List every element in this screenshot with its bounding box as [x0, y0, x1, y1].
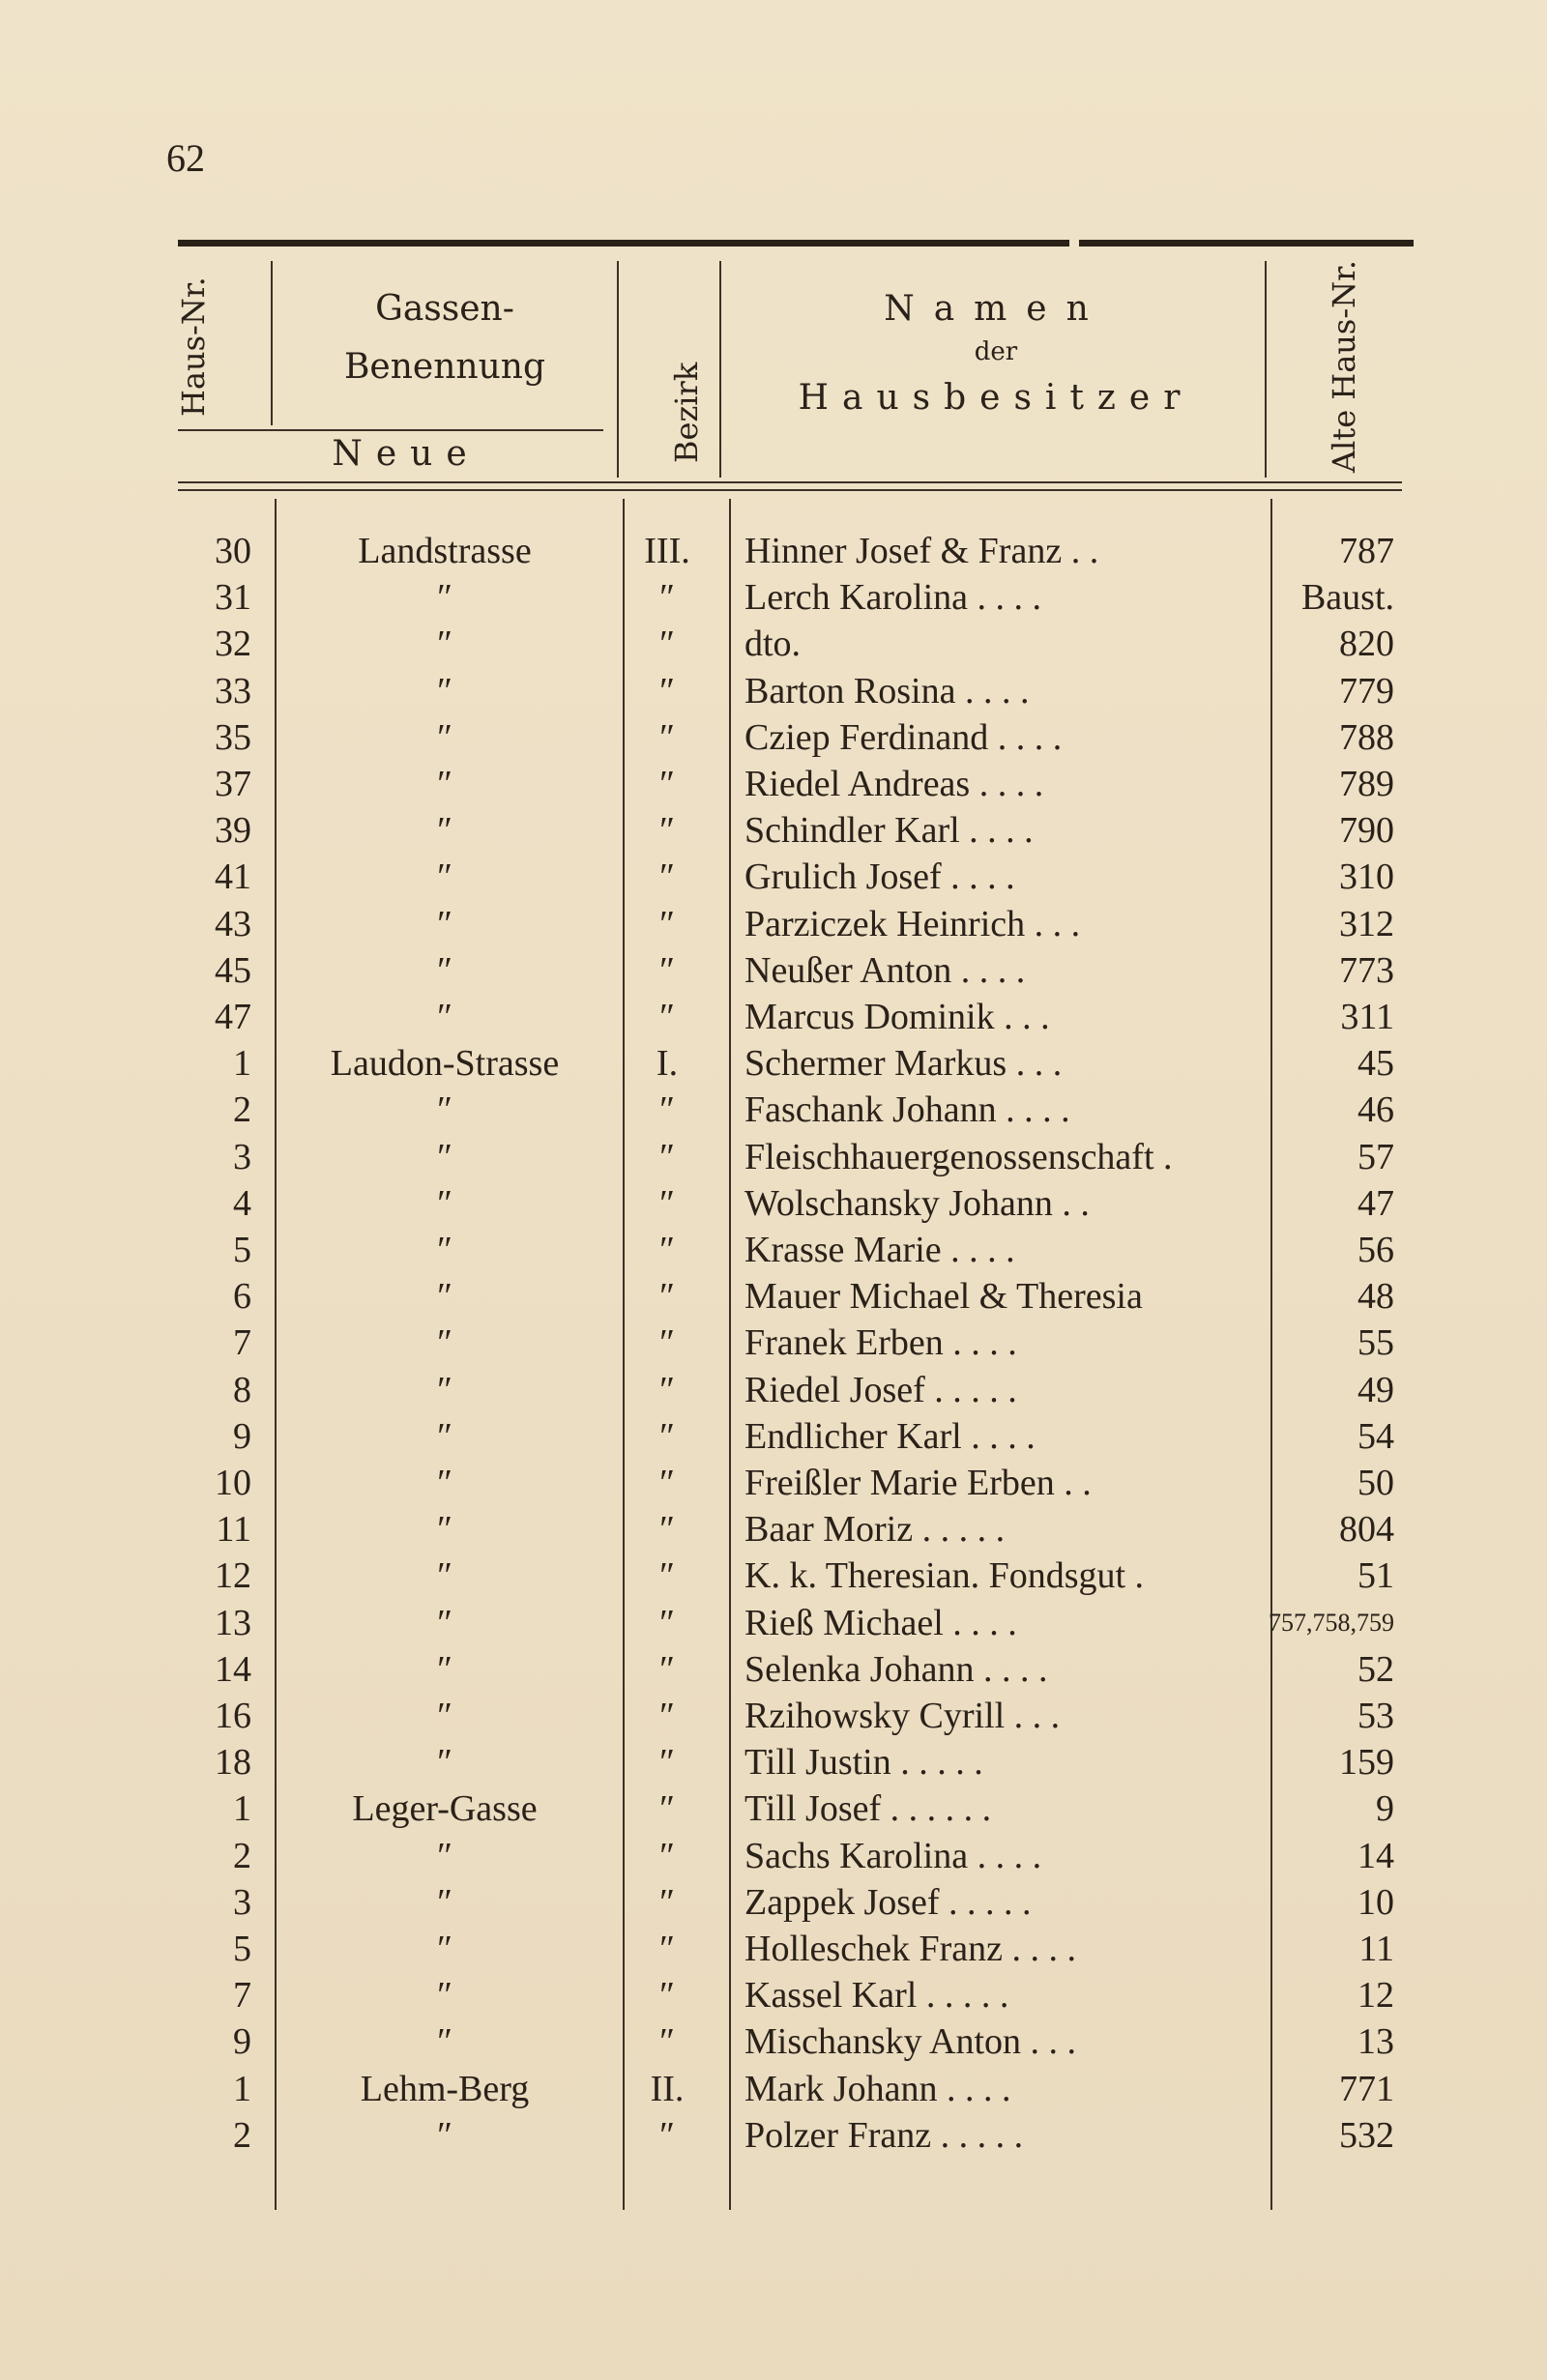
header-bezirk: Bezirk	[668, 362, 705, 463]
house-number-cell: 10	[215, 1463, 251, 1503]
house-number-cell: 9	[233, 1415, 251, 1457]
table-row	[0, 2066, 1547, 2112]
header-namen-line3: Hausbesitzer	[798, 378, 1194, 419]
header-underline-1	[178, 481, 1402, 483]
street-cell: ″	[437, 1555, 452, 1597]
street-cell: ″	[437, 997, 452, 1037]
col-rule-4	[1265, 261, 1267, 478]
bezirk-cell: ″	[659, 1742, 675, 1784]
house-number-cell: 13	[215, 1602, 251, 1643]
bezirk-cell: III.	[644, 531, 690, 571]
house-number-cell: 2	[233, 2114, 251, 2156]
old-house-number-cell: 757,758,759	[1269, 1608, 1394, 1637]
owner-name-cell: Hinner Josef & Franz . .	[744, 531, 1099, 571]
house-number-cell: 2	[233, 1089, 251, 1131]
owner-name-cell: Polzer Franz . . . . .	[744, 2114, 1024, 2156]
table-row	[0, 621, 1547, 667]
header-alte-haus-nr: Alte Haus-Nr.	[1326, 259, 1362, 473]
street-cell: ″	[437, 1881, 452, 1923]
bezirk-cell: ″	[659, 1276, 675, 1318]
header-gassen-line1: Gassen-	[375, 289, 514, 329]
house-number-cell: 43	[215, 903, 251, 944]
bezirk-cell: ″	[659, 1182, 675, 1224]
street-cell: ″	[437, 1230, 452, 1270]
owner-name-cell: Sachs Karolina . . . .	[744, 1835, 1042, 1876]
table-row	[0, 1180, 1547, 1227]
table-row	[0, 1926, 1547, 1972]
table-row	[0, 994, 1547, 1040]
house-number-cell: 39	[215, 810, 251, 852]
table-row	[0, 901, 1547, 947]
old-house-number-cell: 789	[1339, 764, 1394, 804]
old-house-number-cell: 47	[1357, 1182, 1394, 1224]
bezirk-cell: ″	[659, 1602, 675, 1643]
table-row	[0, 1553, 1547, 1599]
old-house-number-cell: 11	[1358, 1929, 1394, 1969]
old-house-number-cell: 311	[1340, 997, 1394, 1037]
old-house-number-cell: 55	[1357, 1322, 1394, 1364]
header-gassen-line2: Benennung	[343, 346, 546, 387]
house-number-cell: 33	[215, 670, 251, 711]
owner-name-cell: Baar Moriz . . . . .	[744, 1509, 1006, 1551]
house-number-cell: 1	[233, 1043, 251, 1085]
old-house-number-cell: 12	[1357, 1975, 1394, 2017]
table-row	[0, 2018, 1547, 2065]
old-house-number-cell: 49	[1357, 1369, 1394, 1410]
street-cell: ″	[437, 624, 452, 665]
bezirk-cell: II.	[650, 2068, 685, 2109]
street-cell: ″	[437, 2021, 452, 2063]
table-row	[0, 1785, 1547, 1832]
bezirk-cell: ″	[659, 810, 675, 852]
old-house-number-cell: 787	[1339, 531, 1394, 571]
street-cell: ″	[437, 1602, 452, 1643]
bezirk-cell: ″	[659, 764, 675, 804]
header-namen-line2: der	[974, 336, 1018, 366]
header-namen-line1: Namen	[884, 289, 1108, 329]
bezirk-cell: ″	[659, 1089, 675, 1131]
table-row	[0, 854, 1547, 900]
owner-name-cell: Faschank Johann . . . .	[744, 1089, 1070, 1131]
old-house-number-cell: 50	[1357, 1463, 1394, 1503]
house-number-cell: 1	[233, 2068, 251, 2109]
bezirk-cell: ″	[659, 1369, 675, 1410]
table-row	[0, 1879, 1547, 1926]
old-house-number-cell: 48	[1357, 1276, 1394, 1318]
table-row	[0, 714, 1547, 761]
owner-name-cell: Marcus Dominik . . .	[744, 997, 1050, 1037]
street-cell: ″	[437, 810, 452, 852]
owner-name-cell: Parziczek Heinrich . . .	[744, 903, 1081, 944]
owner-name-cell: Zappek Josef . . . . .	[744, 1881, 1032, 1923]
header-rule-right	[1079, 240, 1414, 247]
old-house-number-cell: 52	[1357, 1648, 1394, 1690]
bezirk-cell: ″	[659, 1696, 675, 1736]
col-rule-3	[719, 261, 721, 478]
street-cell: ″	[437, 1463, 452, 1503]
street-cell: ″	[437, 1322, 452, 1364]
table-row	[0, 528, 1547, 574]
old-house-number-cell: 9	[1376, 1788, 1394, 1830]
old-house-number-cell: 310	[1339, 856, 1394, 898]
owner-name-cell: Endlicher Karl . . . .	[744, 1415, 1036, 1457]
street-cell: ″	[437, 1369, 452, 1410]
old-house-number-cell: 779	[1339, 670, 1394, 711]
house-number-cell: 7	[233, 1975, 251, 2017]
house-number-cell: 30	[215, 531, 251, 571]
owner-name-cell: Mark Johann . . . .	[744, 2068, 1011, 2109]
bezirk-cell: ″	[659, 2114, 675, 2156]
owner-name-cell: Kassel Karl . . . . .	[744, 1975, 1009, 2017]
owner-name-cell: Riedel Andreas . . . .	[744, 764, 1044, 804]
house-number-cell: 4	[233, 1182, 251, 1224]
street-cell: ″	[437, 1975, 452, 2017]
header-gassen	[290, 290, 599, 386]
bezirk-cell: ″	[659, 1555, 675, 1597]
owner-name-cell: Mischansky Anton . . .	[744, 2021, 1077, 2063]
house-number-cell: 45	[215, 949, 251, 991]
street-cell: ″	[437, 903, 452, 944]
table-row	[0, 1833, 1547, 1879]
street-cell: ″	[437, 1696, 452, 1736]
owner-name-cell: Holleschek Franz . . . .	[744, 1929, 1076, 1969]
house-number-cell: 1	[233, 1788, 251, 1830]
owner-name-cell: Freißler Marie Erben . .	[744, 1463, 1092, 1503]
house-number-cell: 8	[233, 1369, 251, 1410]
bezirk-cell: ″	[659, 1322, 675, 1364]
table-row	[0, 1227, 1547, 1273]
old-house-number-cell: 51	[1357, 1555, 1394, 1597]
street-cell: Laudon-Strasse	[330, 1043, 560, 1085]
street-cell: ″	[437, 716, 452, 758]
house-number-cell: 12	[215, 1555, 251, 1597]
owner-name-cell: Krasse Marie . . . .	[744, 1230, 1015, 1270]
old-house-number-cell: 46	[1357, 1089, 1394, 1131]
table-row	[0, 1273, 1547, 1320]
owner-name-cell: Till Justin . . . . .	[744, 1742, 983, 1784]
col-rule-2	[617, 261, 619, 478]
table-row	[0, 1646, 1547, 1693]
header-rule-left	[178, 240, 1069, 247]
street-cell: ″	[437, 577, 452, 619]
bezirk-cell: ″	[659, 1136, 675, 1177]
house-number-cell: 3	[233, 1881, 251, 1923]
house-number-cell: 9	[233, 2021, 251, 2063]
old-house-number-cell: 10	[1357, 1881, 1394, 1923]
street-cell: Leger-Gasse	[352, 1788, 538, 1830]
old-house-number-cell: 14	[1357, 1835, 1394, 1876]
old-house-number-cell: 771	[1339, 2068, 1394, 2109]
old-house-number-cell: 820	[1339, 624, 1394, 665]
bezirk-cell: ″	[659, 903, 675, 944]
header-underline-short	[178, 429, 603, 431]
owner-name-cell: Till Josef . . . . . .	[744, 1788, 992, 1830]
bezirk-cell: ″	[659, 1509, 675, 1551]
table-row	[0, 761, 1547, 807]
owner-name-cell: Selenka Johann . . . .	[744, 1648, 1048, 1690]
house-number-cell: 41	[215, 856, 251, 898]
house-number-cell: 2	[233, 1835, 251, 1876]
street-cell: ″	[437, 1648, 452, 1690]
table-row	[0, 807, 1547, 854]
table-row	[0, 947, 1547, 994]
house-number-cell: 5	[233, 1929, 251, 1969]
owner-name-cell: Schermer Markus . . .	[744, 1043, 1063, 1085]
old-house-number-cell: 790	[1339, 810, 1394, 852]
owner-name-cell: Mauer Michael & Theresia	[744, 1276, 1143, 1318]
house-number-cell: 6	[233, 1276, 251, 1318]
old-house-number-cell: 788	[1339, 716, 1394, 758]
header-namen	[735, 290, 1257, 418]
owner-name-cell: Grulich Josef . . . .	[744, 856, 1015, 898]
old-house-number-cell: 804	[1339, 1509, 1394, 1551]
table-row	[0, 1413, 1547, 1460]
owner-name-cell: dto.	[744, 624, 802, 665]
owner-name-cell: Rzihowsky Cyrill . . .	[744, 1696, 1061, 1736]
street-cell: ″	[437, 949, 452, 991]
table-row	[0, 1739, 1547, 1785]
owner-name-cell: Rieß Michael . . . .	[744, 1602, 1017, 1643]
old-house-number-cell: 13	[1357, 2021, 1394, 2063]
old-house-number-cell: 532	[1339, 2114, 1394, 2156]
owner-name-cell: Fleischhauergenossenschaft .	[744, 1136, 1173, 1177]
street-cell: ″	[437, 764, 452, 804]
house-number-cell: 16	[215, 1696, 251, 1736]
table-row	[0, 1087, 1547, 1133]
bezirk-cell: ″	[659, 1975, 675, 2017]
house-number-cell: 35	[215, 716, 251, 758]
street-cell: ″	[437, 1089, 452, 1131]
bezirk-cell: ″	[659, 1835, 675, 1876]
table-row	[0, 1367, 1547, 1413]
table-row	[0, 1600, 1547, 1646]
table-row	[0, 1320, 1547, 1366]
table-row	[0, 1460, 1547, 1506]
old-house-number-cell: 773	[1339, 949, 1394, 991]
bezirk-cell: ″	[659, 716, 675, 758]
table-row	[0, 1693, 1547, 1739]
bezirk-cell: ″	[659, 1230, 675, 1270]
bezirk-cell: ″	[659, 1415, 675, 1457]
house-number-cell: 7	[233, 1322, 251, 1364]
street-cell: ″	[437, 670, 452, 711]
old-house-number-cell: 53	[1357, 1696, 1394, 1736]
page-number: 62	[166, 136, 205, 180]
street-cell: ″	[437, 1835, 452, 1876]
table-row	[0, 574, 1547, 621]
col-rule-1	[271, 261, 273, 425]
old-house-number-cell: 312	[1339, 903, 1394, 944]
house-number-cell: 5	[233, 1230, 251, 1270]
house-number-cell: 32	[215, 624, 251, 665]
owner-name-cell: Riedel Josef . . . . .	[744, 1369, 1017, 1410]
owner-name-cell: Cziep Ferdinand . . . .	[744, 716, 1063, 758]
header-underline-2	[178, 489, 1402, 491]
table-row	[0, 1506, 1547, 1553]
old-house-number-cell: Baust.	[1300, 577, 1394, 619]
old-house-number-cell: 159	[1339, 1742, 1394, 1784]
table-row	[0, 1040, 1547, 1087]
street-cell: ″	[437, 856, 452, 898]
table-row	[0, 1972, 1547, 2018]
bezirk-cell: ″	[659, 949, 675, 991]
bezirk-cell: I.	[656, 1043, 679, 1085]
owner-name-cell: K. k. Theresian. Fondsgut .	[744, 1555, 1145, 1597]
street-cell: ″	[437, 1182, 452, 1224]
owner-name-cell: Franek Erben . . . .	[744, 1322, 1017, 1364]
street-cell: Landstrasse	[358, 531, 532, 571]
bezirk-cell: ″	[659, 1881, 675, 1923]
table-row	[0, 668, 1547, 714]
house-number-cell: 11	[216, 1509, 251, 1551]
owner-name-cell: Lerch Karolina . . . .	[744, 577, 1042, 619]
house-number-cell: 18	[215, 1742, 251, 1784]
owner-name-cell: Schindler Karl . . . .	[744, 810, 1034, 852]
bezirk-cell: ″	[659, 624, 675, 665]
street-cell: ″	[437, 1742, 452, 1784]
street-cell: ″	[437, 2114, 452, 2156]
street-cell: ″	[437, 1415, 452, 1457]
bezirk-cell: ″	[659, 670, 675, 711]
bezirk-cell: ″	[659, 577, 675, 619]
house-number-cell: 31	[215, 577, 251, 619]
bezirk-cell: ″	[659, 997, 675, 1037]
bezirk-cell: ″	[659, 1788, 675, 1830]
bezirk-cell: ″	[659, 1929, 675, 1969]
street-cell: ″	[437, 1276, 452, 1318]
table-row	[0, 1134, 1547, 1180]
house-number-cell: 47	[215, 997, 251, 1037]
street-cell: ″	[437, 1929, 452, 1969]
bezirk-cell: ″	[659, 1648, 675, 1690]
owner-name-cell: Neußer Anton . . . .	[744, 949, 1026, 991]
old-house-number-cell: 56	[1357, 1230, 1394, 1270]
house-number-cell: 3	[233, 1136, 251, 1177]
old-house-number-cell: 45	[1357, 1043, 1394, 1085]
header-haus-nr: Haus-Nr.	[175, 276, 212, 417]
table-row	[0, 2112, 1547, 2159]
street-cell: ″	[437, 1509, 452, 1551]
house-number-cell: 37	[215, 764, 251, 804]
owner-name-cell: Wolschansky Johann . .	[744, 1182, 1090, 1224]
bezirk-cell: ″	[659, 856, 675, 898]
owner-name-cell: Barton Rosina . . . .	[744, 670, 1030, 711]
header-neue: Neue	[332, 434, 481, 474]
house-number-cell: 14	[215, 1648, 251, 1690]
bezirk-cell: ″	[659, 1463, 675, 1503]
old-house-number-cell: 54	[1357, 1415, 1394, 1457]
old-house-number-cell: 57	[1357, 1136, 1394, 1177]
street-cell: Lehm-Berg	[360, 2068, 530, 2109]
street-cell: ″	[437, 1136, 452, 1177]
bezirk-cell: ″	[659, 2021, 675, 2063]
